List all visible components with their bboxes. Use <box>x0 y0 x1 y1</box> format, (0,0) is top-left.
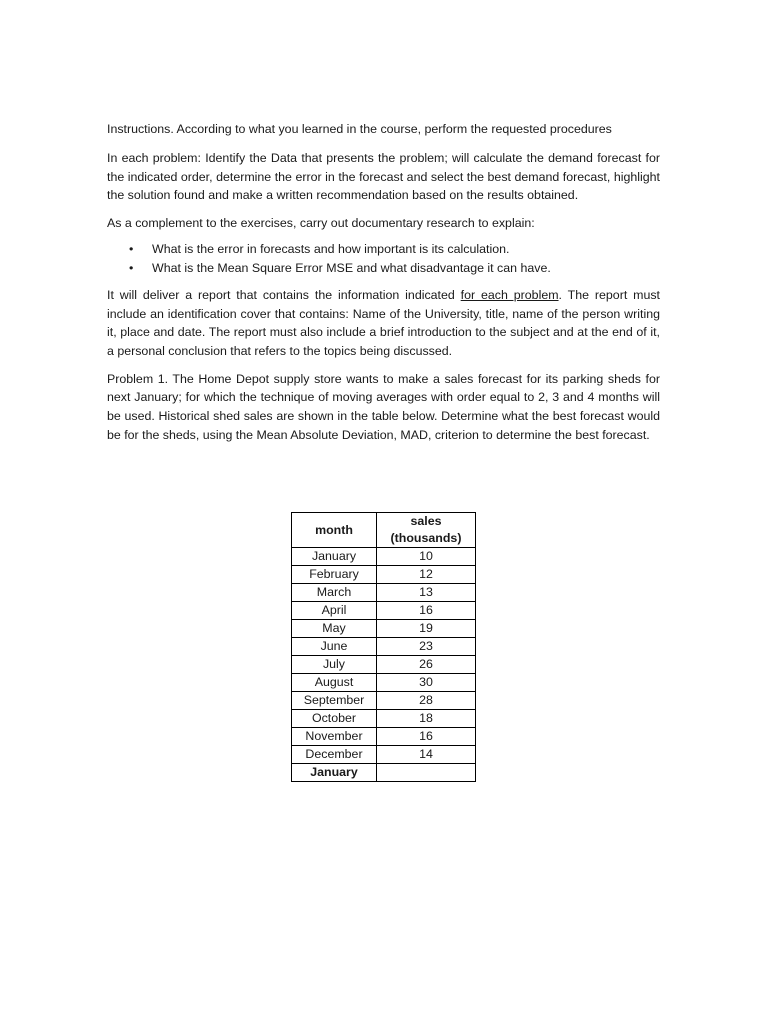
table-row <box>292 692 476 710</box>
cell-month-forecast: January <box>292 764 377 782</box>
report-text-after: . The report must include an identification cover that contains: Name of the University, title, name of the person writing it, place and date. The report must also include a brief introduction to the subject and at the end of it, a personal conclusion that refers to the topics being discussed. <box>107 287 660 359</box>
cell-sales: 12 <box>377 566 476 584</box>
header-sales: sales (thousands) <box>377 513 476 548</box>
cell-sales: 28 <box>377 692 476 710</box>
bullet-text: What is the error in forecasts and how important is its calculation. <box>152 242 510 257</box>
cell-month: January <box>292 548 377 566</box>
report-underlined-text: for each problem <box>460 287 559 302</box>
cell-sales: 16 <box>377 602 476 620</box>
table-row-forecast <box>292 764 476 782</box>
cell-month: October <box>292 710 377 728</box>
report-paragraph <box>107 286 660 361</box>
sales-table <box>291 512 476 782</box>
table-row <box>292 674 476 692</box>
table-row <box>292 620 476 638</box>
table-row <box>292 584 476 602</box>
cell-month: February <box>292 566 377 584</box>
bullet-icon: • <box>129 242 134 257</box>
header-month: month <box>292 513 377 548</box>
table-row <box>292 602 476 620</box>
bullet-item <box>107 240 660 259</box>
table-row <box>292 728 476 746</box>
instructions-paragraph: Instructions. According to what you learned in the course, perform the requested procedures <box>107 122 612 136</box>
table-row <box>292 710 476 728</box>
cell-sales: 23 <box>377 638 476 656</box>
table-row <box>292 566 476 584</box>
bullet-text: What is the Mean Square Error MSE and what disadvantage it can have. <box>152 260 551 275</box>
table-row <box>292 638 476 656</box>
table-body <box>292 548 476 782</box>
table-row <box>292 548 476 566</box>
cell-sales: 16 <box>377 728 476 746</box>
cell-sales: 30 <box>377 674 476 692</box>
table-row <box>292 656 476 674</box>
cell-sales: 13 <box>377 584 476 602</box>
cell-month: March <box>292 584 377 602</box>
cell-month: November <box>292 728 377 746</box>
report-text-before: It will deliver a report that contains the information indicated <box>107 287 461 302</box>
complement-paragraph: As a complement to the exercises, carry out documentary research to explain: <box>107 215 535 230</box>
research-bullet-list <box>107 240 660 278</box>
problem1-paragraph: Problem 1. The Home Depot supply store wants to make a sales forecast for its parking sheds for next January; for which the technique of moving averages with order equal to 2, 3 and 4 months will be used. Historical shed sales are shown in the table below. Determine what the best forecast would be for the sheds, using the Mean Absolute Deviation, MAD, criterion to determine the best forecast. <box>107 371 660 442</box>
bullet-icon: • <box>129 260 134 275</box>
each-problem-paragraph: In each problem: Identify the Data that presents the problem; will calculate the demand forecast for the indicated order, determine the error in the forecast and select the best demand forecast, highlight the solution found and make a written recommendation based on the results obtained. <box>107 150 660 203</box>
cell-month: July <box>292 656 377 674</box>
cell-month: August <box>292 674 377 692</box>
table-row <box>292 746 476 764</box>
table-header-row <box>292 513 476 548</box>
document-body <box>107 120 660 453</box>
cell-month: December <box>292 746 377 764</box>
cell-month: May <box>292 620 377 638</box>
cell-sales: 26 <box>377 656 476 674</box>
cell-sales: 10 <box>377 548 476 566</box>
cell-month: June <box>292 638 377 656</box>
cell-sales-forecast <box>377 764 476 782</box>
cell-month: April <box>292 602 377 620</box>
cell-month: September <box>292 692 377 710</box>
cell-sales: 18 <box>377 710 476 728</box>
bullet-item <box>107 259 660 278</box>
cell-sales: 19 <box>377 620 476 638</box>
cell-sales: 14 <box>377 746 476 764</box>
